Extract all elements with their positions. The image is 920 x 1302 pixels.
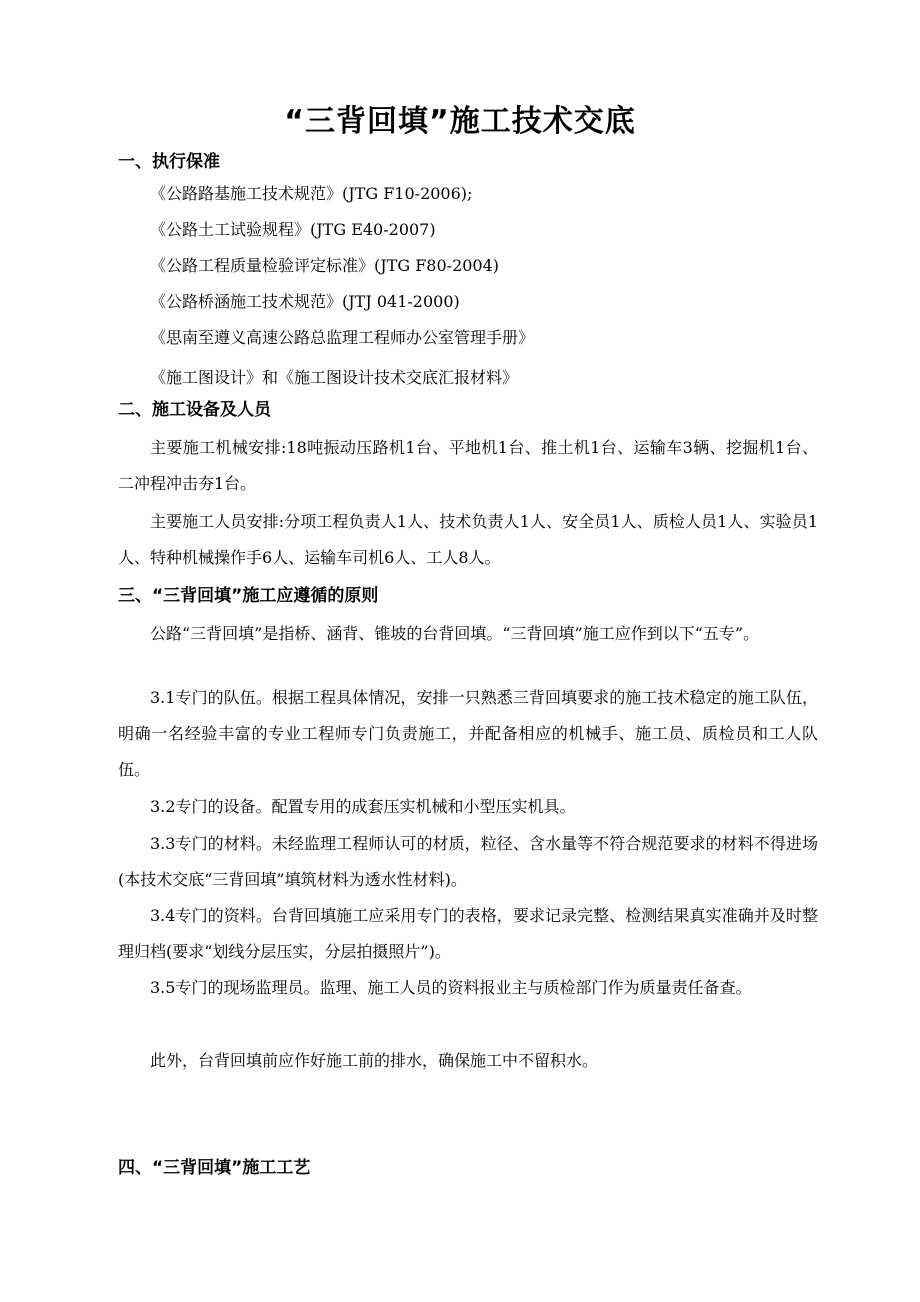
reference-item: 《公路土工试验规程》(JTG E40-2007): [150, 220, 436, 239]
paragraph: 3.3专门的材料。未经监理工程师认可的材质，粒径、含水量等不符合规范要求的材料不得进场(本技术交底“三背回填”填筑材料为透水性材料)。: [118, 834, 818, 889]
paragraph: 主要施工人员安排:分项工程负责人1人、技术负责人1人、安全员1人、质检人员1人、实验员1人、特种机械操作手6人、运输车司机6人、工人8人。: [118, 512, 818, 567]
paragraph: 此外，台背回填前应作好施工前的排水，确保施工中不留积水。: [150, 1051, 599, 1070]
document-title: “三背回填”施工技术交底: [284, 104, 636, 139]
paragraph: 3.4专门的资料。台背回填施工应采用专门的表格，要求记录完整、检测结果真实准确并及时整理归档(要求“划线分层压实，分层拍摄照片”)。: [118, 906, 818, 961]
reference-item: 《公路路基施工技术规范》(JTG F10-2006);: [150, 184, 473, 203]
paragraph: 3.5专门的现场监理员。监理、施工人员的资料报业主与质检部门作为质量责任备查。: [150, 978, 752, 997]
section-heading-4: 四、“三背回填”施工工艺: [118, 1158, 311, 1178]
section-heading-2: 二、施工设备及人员: [118, 400, 271, 420]
paragraph: 主要施工机械安排:18吨振动压路机1台、平地机1台、推土机1台、运输车3辆、挖掘机1台、二冲程冲击夯1台。: [118, 438, 818, 493]
paragraph: 公路“三背回填”是指桥、涵背、锥坡的台背回填。“三背回填”施工应作到以下“五专”。: [150, 624, 760, 643]
paragraph: 3.1专门的队伍。根据工程具体情况，安排一只熟悉三背回填要求的施工技术稳定的施工队伍，明确一名经验丰富的专业工程师专门负责施工，并配备相应的机械手、施工员、质检员和工人队伍。: [118, 688, 818, 779]
reference-item: 《公路桥涵施工技术规范》(JTJ 041-2000): [150, 292, 460, 311]
section-heading-1: 一、执行保准: [118, 152, 220, 172]
reference-item: 《公路工程质量检验评定标准》(JTG F80-2004): [150, 256, 500, 275]
section-heading-3: 三、“三背回填”施工应遵循的原则: [118, 586, 379, 606]
paragraph: 3.2专门的设备。配置专用的成套压实机械和小型压实机具。: [150, 797, 576, 816]
reference-item: 《施工图设计》和《施工图设计技术交底汇报材料》: [150, 368, 519, 387]
reference-item: 《思南至遵义高速公路总监理工程师办公室管理手册》: [150, 328, 535, 347]
